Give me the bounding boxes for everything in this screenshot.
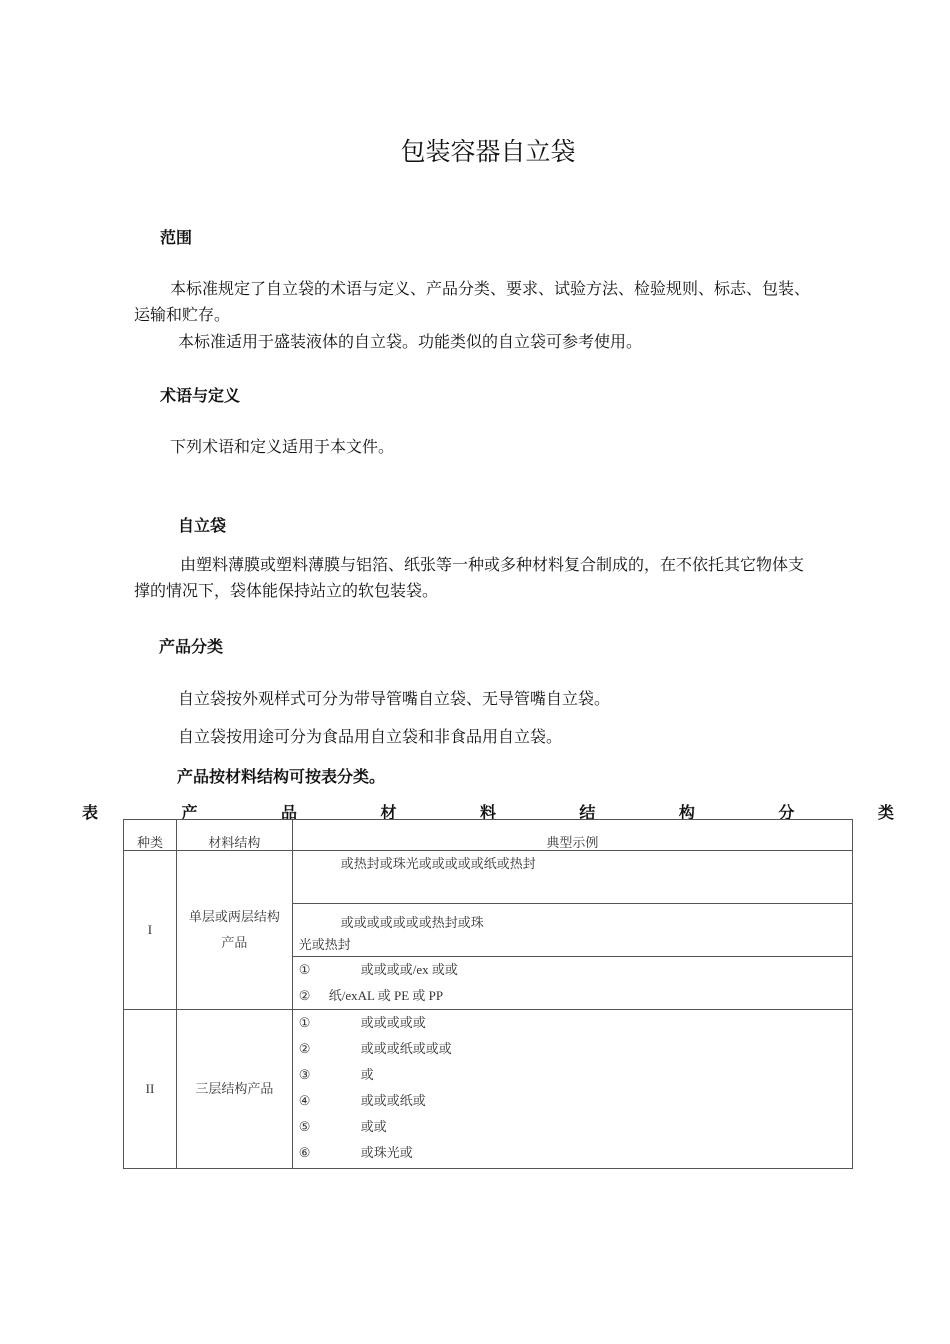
table-caption-char: 表 — [82, 803, 99, 822]
scope-paragraph-1-line-2: 运输和贮存。 — [134, 305, 231, 324]
example-line: 光或热封 — [298, 937, 351, 952]
scope-paragraph-2: 本标准适用于盛装液体的自立袋。功能类似的自立袋可参考使用。 — [178, 332, 643, 351]
table-caption-char: 产 — [181, 803, 198, 822]
example-line — [293, 1088, 852, 1114]
item-text: 纸/exAL 或 PE 或 PP — [328, 988, 444, 1003]
item-number: ⑥ — [298, 1145, 311, 1160]
example-line — [293, 983, 852, 1009]
section-heading-scope: 范围 — [160, 228, 193, 247]
table-caption-char: 分 — [778, 803, 795, 822]
example-line: 或热封或珠光或或或或或纸或热封 — [340, 856, 536, 871]
item-text: 或或或或/ex 或或 — [360, 962, 458, 977]
table-caption-char: 结 — [579, 803, 596, 822]
table-caption-char: 料 — [479, 803, 496, 822]
term-heading-stand-up-pouch: 自立袋 — [178, 516, 227, 535]
classification-paragraph-2: 自立袋按用途可分为食品用自立袋和非食品用自立袋。 — [178, 727, 563, 746]
table-header-row — [124, 820, 853, 851]
item-text: 或珠光或 — [360, 1145, 413, 1160]
item-number: ⑤ — [298, 1119, 311, 1134]
header-example: 典型示例 — [292, 820, 852, 851]
terms-intro: 下列术语和定义适用于本文件。 — [170, 437, 395, 456]
example-cell — [292, 904, 852, 957]
structure-cell: 三层结构产品 — [176, 1010, 292, 1169]
section-heading-terms: 术语与定义 — [160, 386, 241, 405]
item-number: ③ — [298, 1067, 311, 1082]
table-row — [124, 1010, 853, 1169]
term-definition-line-1: 由塑料薄膜或塑料薄膜与铝箔、纸张等一种或多种材料复合制成的，在不依托其它物体支 — [180, 555, 805, 574]
example-line — [293, 1010, 852, 1036]
document-title: 包装容器自立袋 — [400, 137, 576, 166]
structure-line: 单层或两层结构 — [188, 909, 280, 924]
example-line — [293, 1062, 852, 1088]
table-caption-char: 材 — [380, 803, 397, 822]
example-line — [293, 957, 852, 983]
example-line: 或或或或或或或热封或珠 — [340, 915, 484, 930]
category-cell: I — [124, 851, 177, 1010]
item-number: ② — [298, 988, 311, 1003]
table-caption-char: 类 — [877, 803, 894, 822]
header-category: 种类 — [124, 820, 177, 851]
classification-paragraph-3: 产品按材料结构可按表分类。 — [177, 767, 386, 786]
item-text: 或 — [360, 1067, 374, 1082]
item-text: 或或或纸或 — [360, 1093, 426, 1108]
item-text: 或或或或或 — [360, 1015, 426, 1030]
item-number: ① — [298, 1015, 311, 1030]
item-number: ① — [298, 962, 311, 977]
term-definition-line-2: 撑的情况下，袋体能保持站立的软包装袋。 — [134, 581, 439, 600]
table-row — [124, 851, 853, 904]
item-text: 或或 — [360, 1119, 387, 1134]
table-caption-char: 构 — [678, 803, 695, 822]
classification-paragraph-1: 自立袋按外观样式可分为带导管嘴自立袋、无导管嘴自立袋。 — [178, 689, 611, 708]
example-cell — [292, 851, 852, 904]
structure-cell — [176, 851, 292, 1010]
example-line — [293, 1036, 852, 1062]
structure-line: 产品 — [221, 935, 248, 950]
example-line — [293, 1140, 852, 1166]
table-caption-char: 品 — [280, 803, 297, 822]
example-cell — [292, 1010, 852, 1169]
item-text: 或或或纸或或或 — [360, 1041, 452, 1056]
example-cell — [292, 957, 852, 1010]
item-number: ② — [298, 1041, 311, 1056]
category-cell: II — [124, 1010, 177, 1169]
scope-paragraph-1-line-1: 本标准规定了自立袋的术语与定义、产品分类、要求、试验方法、检验规则、标志、包装、 — [170, 279, 811, 298]
example-line — [293, 1114, 852, 1140]
section-heading-classification: 产品分类 — [159, 637, 224, 656]
classification-table — [123, 819, 853, 1169]
header-structure: 材料结构 — [176, 820, 292, 851]
item-number: ④ — [298, 1093, 311, 1108]
